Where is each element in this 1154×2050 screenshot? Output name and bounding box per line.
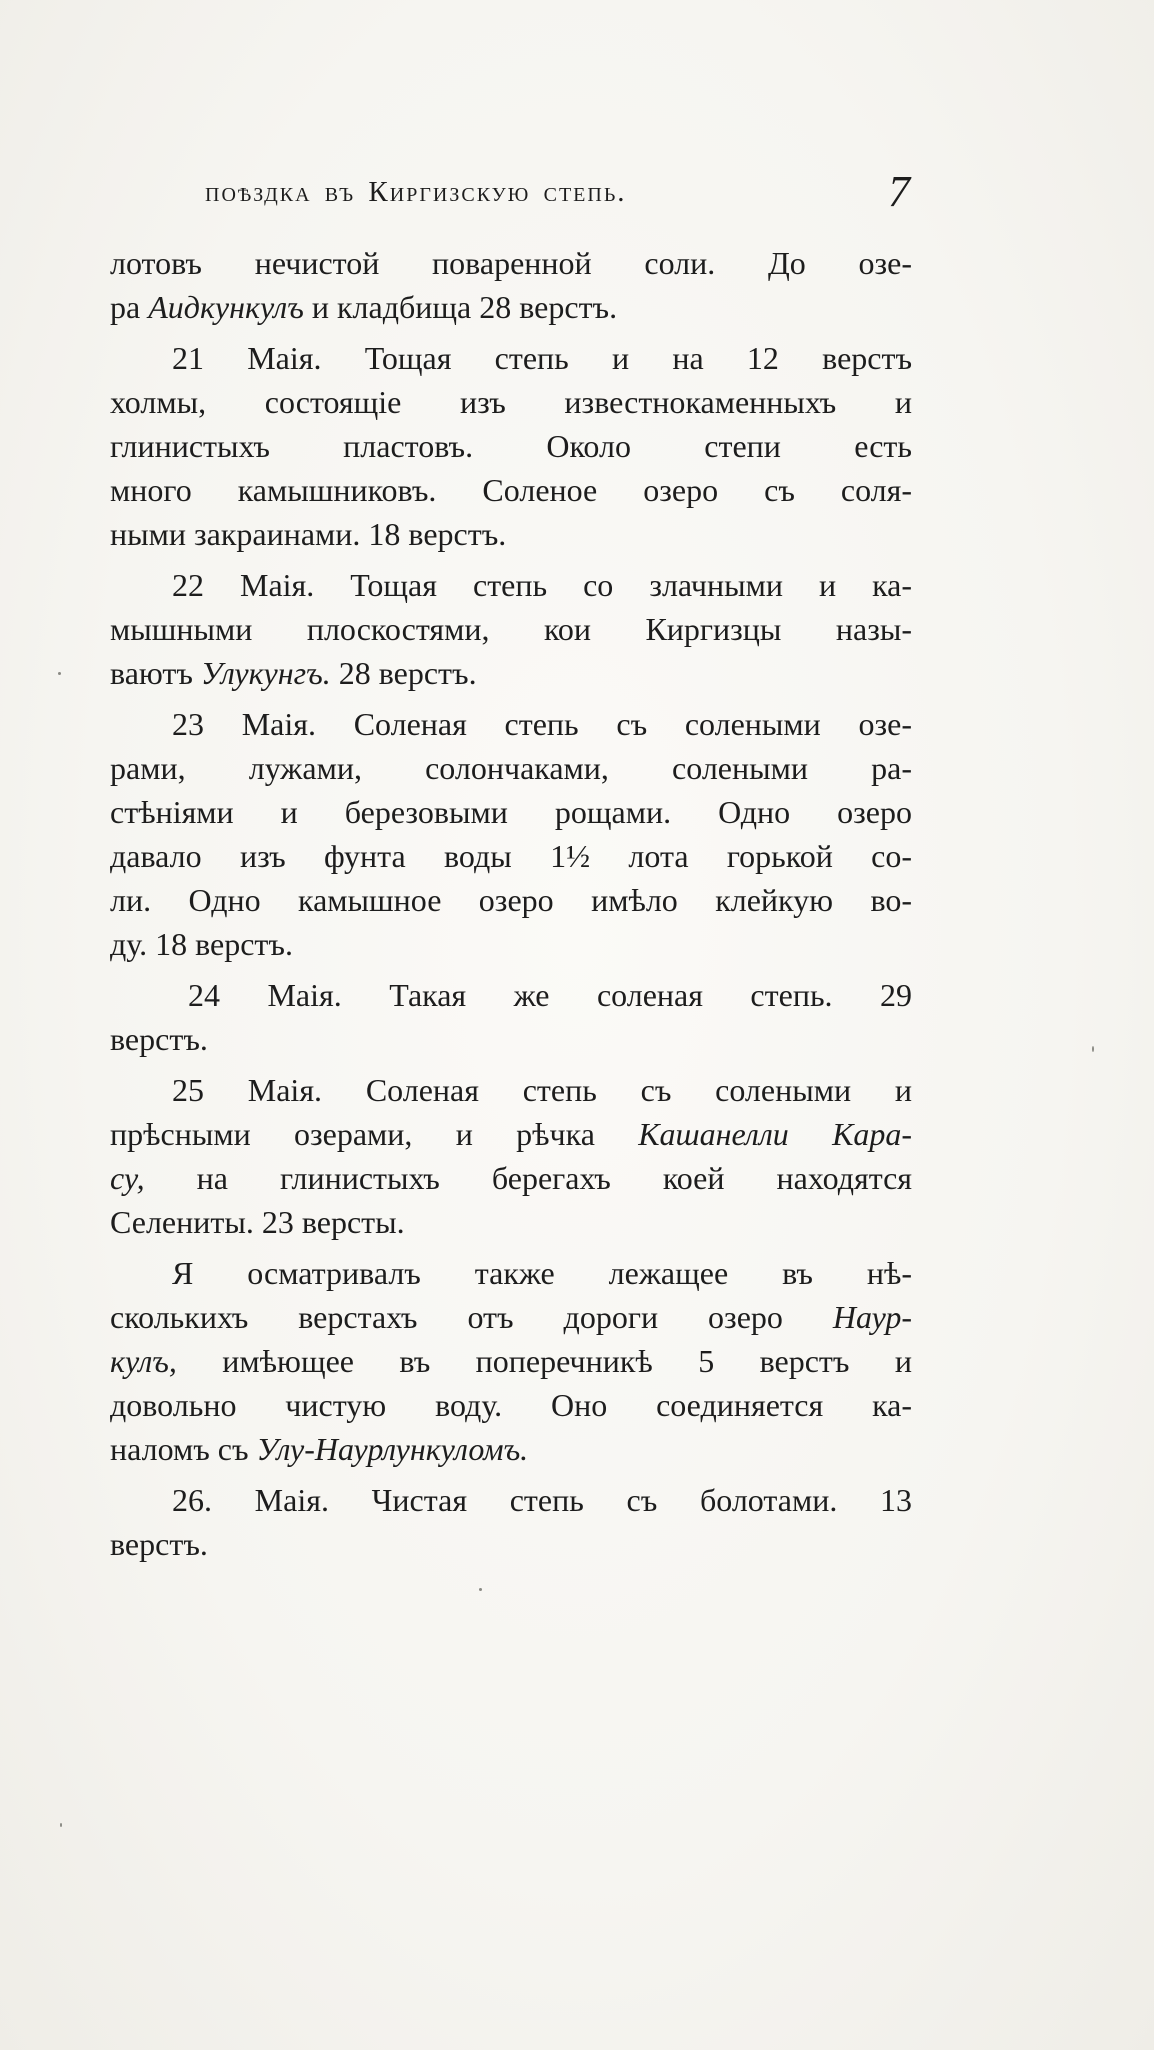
paper-speck [1092,1046,1094,1052]
text-run: много камышниковъ. Соленое озеро съ соля- [110,472,912,508]
text-run: 24 Маія. Такая же соленая степь. 29 [188,977,912,1013]
paper-speck [479,1588,482,1591]
text-line [110,834,912,878]
paragraph [110,1068,912,1244]
text-run: довольно чистую воду. Оно соединяется ка- [110,1387,912,1423]
text-line [110,1112,912,1156]
text-line [110,1295,912,1339]
text-run: давало изъ фунта воды 1½ лота горькой со- [110,838,912,874]
text-run: 25 Маія. Соленая степь съ солеными и [172,1072,912,1108]
text-line [110,1383,912,1427]
body-text [110,241,912,1573]
text-line [110,285,912,329]
text-line [110,1251,912,1295]
text-run: мышными плоскостями, кои Киргизцы назы- [110,611,912,647]
paragraph [110,702,912,966]
text-run: лотовъ нечистой поваренной соли. До озе- [110,245,912,281]
paper-speck [58,672,61,675]
text-line [110,1478,912,1522]
text-line [110,512,912,556]
text-line [110,468,912,512]
text-line [110,607,912,651]
text-run: имѣющее въ поперечникѣ 5 верстъ и [176,1343,912,1379]
text-run: 22 Маія. Тощая степь со злачными и ка- [172,567,912,603]
paragraph [110,563,912,695]
text-line [110,651,912,695]
text-line [110,424,912,468]
text-run: ными закраинами. 18 верстъ. [110,516,507,552]
italic-place-name: Улу-Наурлункуломъ. [256,1431,529,1467]
running-head: поѣздка въ Киргизскую степь. [205,176,627,208]
text-run: стѣніями и березовыми рощами. Одно озеро [110,794,912,830]
italic-place-name: Аидкункулъ [148,289,304,325]
text-line [110,878,912,922]
text-run: и кладбища 28 верстъ. [303,289,618,325]
text-run: 28 верстъ. [330,655,477,691]
italic-place-name: Наур- [832,1299,912,1335]
text-line [110,1017,912,1061]
text-run: ваютъ [110,655,201,691]
page-header [205,167,910,220]
text-run: ду. 18 верстъ. [110,926,293,962]
text-run: 23 Маія. Соленая степь съ солеными озе- [172,706,912,742]
text-line [110,746,912,790]
text-line [110,1156,912,1200]
text-run: сколькихъ верстахъ отъ дороги озеро [110,1299,833,1335]
text-run: глинистыхъ пластовъ. Около степи есть [110,428,912,464]
page-number: 7 [888,167,910,216]
text-line [110,241,912,285]
text-run: Я осматривалъ также лежащее въ нѣ- [172,1255,912,1291]
text-run: ли. Одно камышное озеро имѣло клейкую во- [110,882,912,918]
text-line [110,790,912,834]
text-line [110,1522,912,1566]
text-line [110,1339,912,1383]
text-run: верстъ. [110,1526,208,1562]
text-line [110,1068,912,1112]
text-run: 26. Маія. Чистая степь съ болотами. 13 [172,1482,912,1518]
text-run: на глинистыхъ берегахъ коей находятся [144,1160,912,1196]
paragraph [110,241,912,329]
text-run: рами, лужами, солончаками, солеными ра- [110,750,912,786]
text-line [110,336,912,380]
paper-speck [60,1823,62,1827]
text-run: холмы, состоящіе изъ известнокаменныхъ и [110,384,912,420]
text-run: ра [110,289,149,325]
text-line [110,380,912,424]
text-run: 21 Маія. Тощая степь и на 12 верстъ [172,340,912,376]
text-line [110,922,912,966]
text-line [110,702,912,746]
italic-place-name: кулъ, [110,1343,177,1379]
italic-place-name: Улукунгъ. [200,655,331,691]
text-line [110,1427,912,1471]
text-run: верстъ. [110,1021,208,1057]
text-run: наломъ съ [110,1431,257,1467]
italic-place-name: Кашанелли Кара- [638,1116,913,1152]
paragraph [110,973,912,1061]
text-run: Селениты. 23 версты. [110,1204,405,1240]
paragraph [110,1251,912,1471]
text-line [110,1200,912,1244]
text-run: прѣсными озерами, и рѣчка [110,1116,639,1152]
paragraph [110,336,912,556]
text-line [110,973,912,1017]
paragraph [110,1478,912,1566]
text-line [110,563,912,607]
italic-place-name: су, [110,1160,145,1196]
